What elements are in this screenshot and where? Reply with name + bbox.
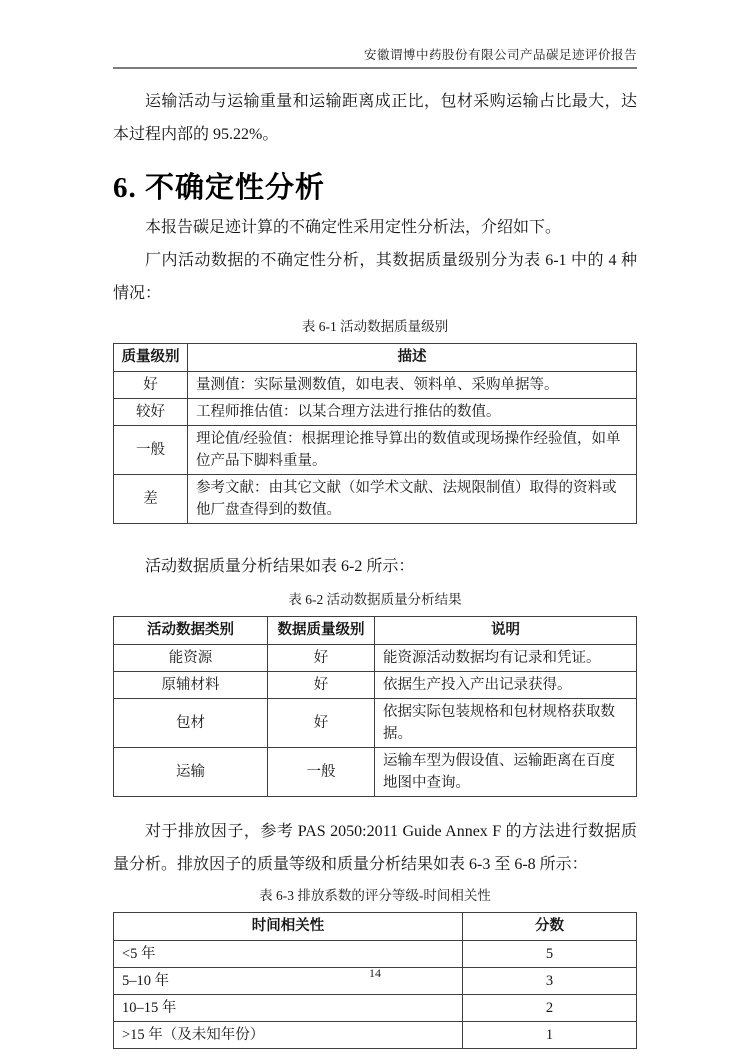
table3-caption: 表 6-3 排放系数的评分等级-时间相关性 [259,888,491,903]
table-row [114,399,637,426]
table2-cell-category: 包材 [114,699,268,748]
table1-cell-description: 量测值：实际量测数值，如电表、领料单、采购单据等。 [188,372,637,399]
table2-cell-note: 能资源活动数据均有记录和凭证。 [375,645,637,672]
page-number: 14 [369,966,381,980]
table-row [114,995,637,1022]
table-activity-data-quality-results [113,616,637,797]
table-row [114,426,637,475]
table1-caption: 表 6-1 活动数据质量级别 [301,319,449,334]
table-row [114,475,637,524]
table1-cell-level: 一般 [114,426,188,475]
table-row [114,1022,637,1049]
paragraph-transport-summary: 运输活动与运输重量和运输距离成正比，包材采购运输占比最大，达本过程内部的 95.22%。 [113,93,637,143]
table2-header-note: 说明 [375,617,637,645]
table1-cell-description: 参考文献：由其它文献（如学术文献、法规限制值）取得的资料或他厂盘查得到的数值。 [188,475,637,524]
table2-caption: 表 6-2 活动数据质量分析结果 [288,592,462,607]
table1-cell-description: 工程师推估值：以某合理方法进行推估的数值。 [188,399,637,426]
table2-cell-note: 运输车型为假设值、运输距离在百度地图中查询。 [375,748,637,797]
table1-cell-level: 较好 [114,399,188,426]
table-activity-data-quality-levels [113,343,637,524]
table1-header-description: 描述 [188,344,637,372]
paragraph-emission-factor: 对于排放因子，参考 PAS 2050:2011 Guide Annex F 的方法进行数据质量分析。排放因子的质量等级和质量分析结果如表 6-3 至 6-8 所示： [113,823,637,873]
table1-cell-description: 理论值/经验值：根据理论推导算出的数值或现场操作经验值，如单位产品下脚料重量。 [188,426,637,475]
page-content [113,0,637,1049]
table2-header-category: 活动数据类别 [114,617,268,645]
running-header: 安徽谓博中药股份有限公司产品碳足迹评价报告 [363,48,637,62]
table-row [114,672,637,699]
table1-header-level: 质量级别 [114,344,188,372]
table3-cell-time-range: 5–10 年 [114,968,463,995]
table2-cell-note: 依据生产投入产出记录获得。 [375,672,637,699]
table-row [114,372,637,399]
table-row [114,748,637,797]
table2-cell-level: 好 [268,645,375,672]
table2-header-level: 数据质量级别 [268,617,375,645]
table3-header-score: 分数 [463,913,637,941]
table3-cell-time-range: >15 年（及未知年份） [114,1022,463,1049]
table-header-row [114,617,637,645]
table-header-row [114,913,637,941]
section-title: 6. 不确定性分析 [113,172,326,204]
table2-cell-category: 原辅材料 [114,672,268,699]
table-row [114,699,637,748]
table2-cell-level: 一般 [268,748,375,797]
table2-cell-category: 运输 [114,748,268,797]
table-header-row [114,344,637,372]
table3-header-time-relevance: 时间相关性 [114,913,463,941]
table3-cell-time-range: 10–15 年 [114,995,463,1022]
paragraph-activity-levels: 厂内活动数据的不确定性分析，其数据质量级别分为表 6-1 中的 4 种情况： [113,252,637,302]
table3-cell-score: 1 [463,1022,637,1049]
table3-cell-time-range: <5 年 [114,941,463,968]
table2-cell-note: 依据实际包装规格和包材规格获取数据。 [375,699,637,748]
table2-cell-category: 能资源 [114,645,268,672]
table3-cell-score: 3 [463,968,637,995]
table2-cell-level: 好 [268,699,375,748]
table3-cell-score: 2 [463,995,637,1022]
table-row [114,941,637,968]
table1-cell-level: 好 [114,372,188,399]
table3-cell-score: 5 [463,941,637,968]
paragraph-method-intro: 本报告碳足迹计算的不确定性采用定性分析法，介绍如下。 [145,219,562,236]
table-row [114,645,637,672]
table2-cell-level: 好 [268,672,375,699]
header-rule [113,67,637,69]
table1-cell-level: 差 [114,475,188,524]
paragraph-table2-intro: 活动数据质量分析结果如表 6-2 所示： [145,558,415,575]
